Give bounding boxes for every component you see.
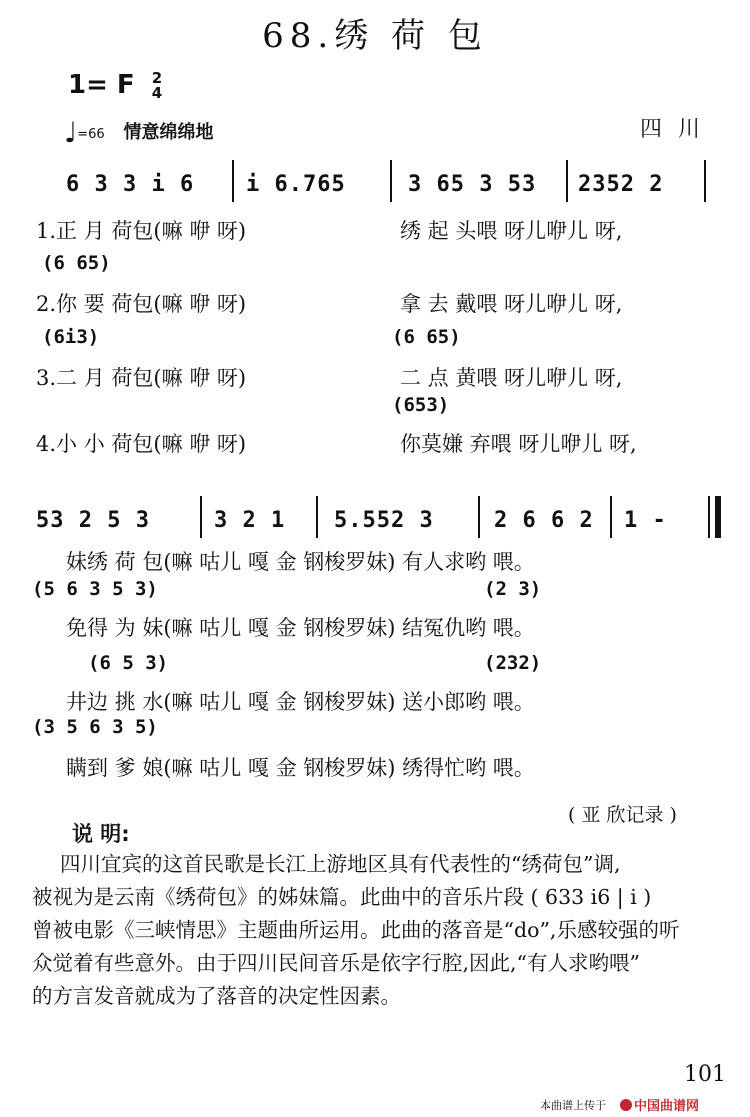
time-signature: 2 4 xyxy=(151,68,163,102)
tempo-value: =66 xyxy=(77,127,105,142)
barline xyxy=(610,496,612,538)
explanation-line: 曾被电影《三峡情思》主题曲所运用。此曲的落音是“do”,乐感较强的听 xyxy=(32,918,680,942)
variant-notes: (2 3) xyxy=(484,578,542,600)
variant-notes: (3 5 6 3 5) xyxy=(32,716,158,738)
measure-6-notes: 3 2 1 xyxy=(214,508,286,533)
variant-notes: (6i3) xyxy=(42,326,100,348)
variant-notes: (232) xyxy=(484,652,542,674)
final-barline-thin xyxy=(708,496,710,538)
lyric-verse-2-refrain: 免得 为 妹(嘛 咕儿 嘎 金 钢梭罗妹) 结冤仇哟 喂。 xyxy=(66,616,535,640)
explanation-line: 四川宜宾的这首民歌是长江上游地区具有代表性的“绣荷包”调, xyxy=(60,852,621,876)
key-signature xyxy=(68,70,162,101)
explanation-text xyxy=(32,848,732,1013)
logo-icon xyxy=(620,1099,632,1111)
page-title: 68.绣 荷 包 xyxy=(262,16,488,56)
variant-notes: (6 65) xyxy=(42,252,111,274)
measure-1-notes: 6 3 3 i 6 xyxy=(66,172,195,197)
transcriber-credit: ( 亚 欣记录 ) xyxy=(568,804,677,826)
explanation-line: 的方言发音就成为了落音的决定性因素。 xyxy=(32,984,401,1008)
expression-marking: 情意绵绵地 xyxy=(123,122,214,143)
region-label: 四川 xyxy=(640,117,717,142)
barline xyxy=(390,160,392,202)
measure-5-notes: 53 2 5 3 xyxy=(36,508,150,533)
lyric-verse-4-refrain: 瞒到 爹 娘(嘛 咕儿 嘎 金 钢梭罗妹) 绣得忙哟 喂。 xyxy=(66,756,535,780)
final-barline-thick xyxy=(715,496,721,538)
lyric-verse-2-part-2: 拿 去 戴喂 呀儿咿儿 呀, xyxy=(400,292,623,316)
barline xyxy=(478,496,480,538)
measure-3-notes: 3 65 3 53 xyxy=(408,172,537,197)
explanation-line: 众觉着有些意外。由于四川民间音乐是依字行腔,因此,“有人求哟喂” xyxy=(32,951,640,975)
measure-9-notes: 1 - xyxy=(624,508,667,533)
key-label: 1= F xyxy=(68,70,135,100)
tempo-marking xyxy=(64,116,213,149)
lyric-verse-1-part-2: 绣 起 头喂 呀儿咿儿 呀, xyxy=(400,219,623,243)
site-logo: 中国曲谱网 xyxy=(620,1095,699,1114)
variant-notes: (5 6 3 5 3) xyxy=(32,578,158,600)
lyric-verse-4-part-2: 你莫嫌 弃喂 呀儿咿儿 呀, xyxy=(400,432,637,456)
barline xyxy=(566,160,568,202)
lyric-verse-3-part-2: 二 点 黄喂 呀儿咿儿 呀, xyxy=(400,366,623,390)
lyric-verse-1-part-1: 1.正 月 荷包(嘛 咿 呀) xyxy=(36,219,247,243)
measure-7-notes: 5.552 3 xyxy=(334,508,434,533)
barline xyxy=(316,496,318,538)
explanation-line: 被视为是云南《绣荷包》的姊妹篇。此曲中的音乐片段 ( 633 i6 | i ) xyxy=(32,885,652,909)
footer-text: 本曲谱上传于 xyxy=(540,1099,606,1112)
lyric-verse-3-part-1: 3.二 月 荷包(嘛 咿 呀) xyxy=(36,366,247,390)
lyric-verse-2-part-1: 2.你 要 荷包(嘛 咿 呀) xyxy=(36,292,247,316)
barline xyxy=(232,160,234,202)
lyric-verse-1-refrain: 妹绣 荷 包(嘛 咕儿 嘎 金 钢梭罗妹) 有人求哟 喂。 xyxy=(66,550,535,574)
variant-notes: (6 65) xyxy=(392,326,461,348)
page-number: 101 xyxy=(684,1062,726,1087)
lyric-verse-4-part-1: 4.小 小 荷包(嘛 咿 呀) xyxy=(36,432,247,456)
measure-2-notes: i 6.765 xyxy=(246,172,346,197)
variant-notes: (653) xyxy=(392,394,450,416)
quarter-note-icon: ♩ xyxy=(64,116,78,149)
lyric-verse-3-refrain: 井边 挑 水(嘛 咕儿 嘎 金 钢梭罗妹) 送小郎哟 喂。 xyxy=(66,690,535,714)
barline xyxy=(704,160,706,202)
variant-notes: (6 5 3) xyxy=(88,652,169,674)
measure-4-notes: 2352 2 xyxy=(578,172,664,197)
barline xyxy=(200,496,202,538)
measure-8-notes: 2 6 6 2 xyxy=(494,508,594,533)
explanation-label: 说 明: xyxy=(72,822,130,846)
